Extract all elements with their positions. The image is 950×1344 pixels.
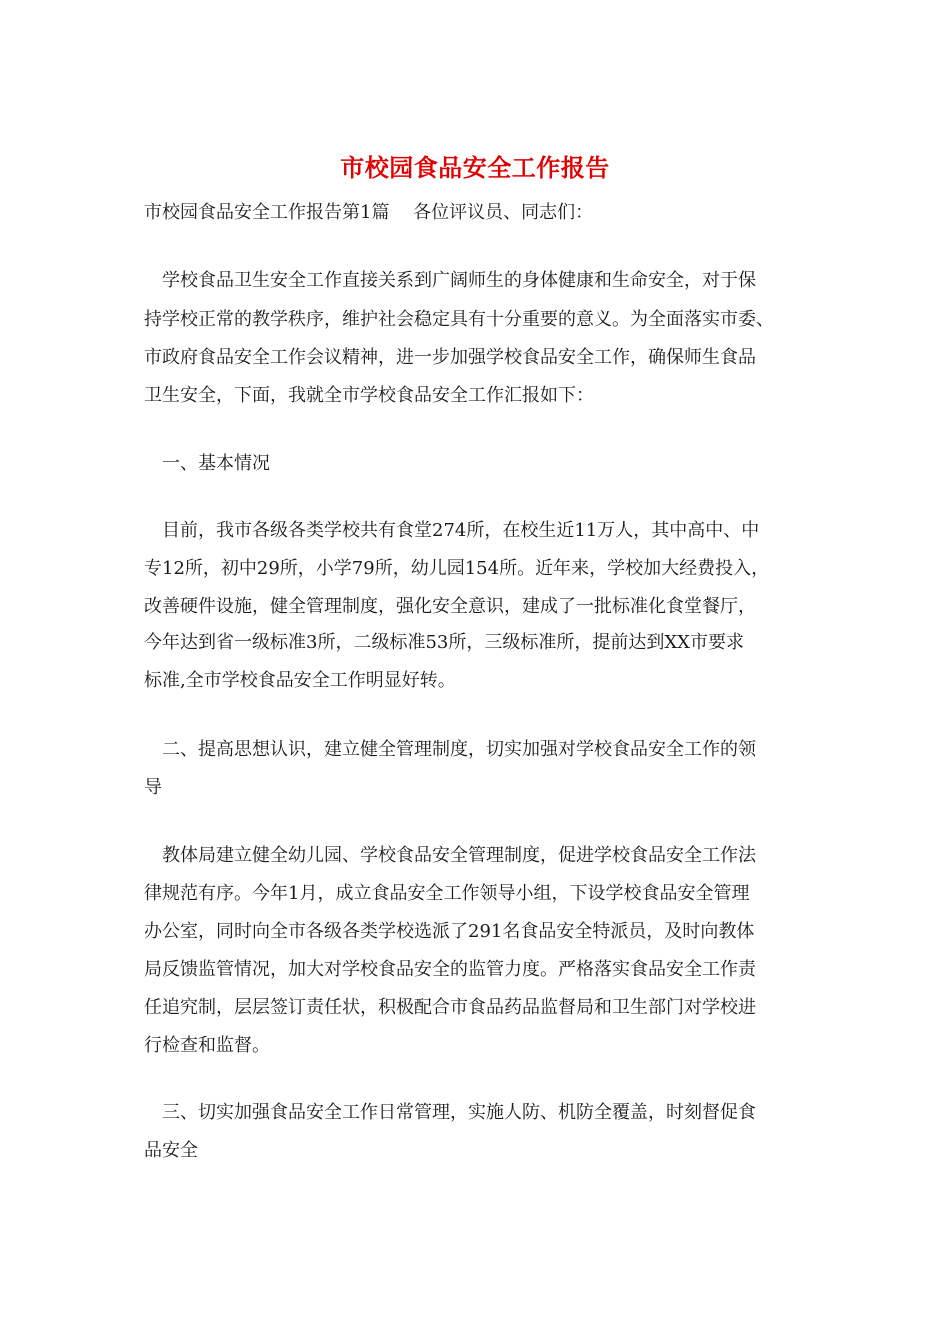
paragraph-line: 卫生安全，下面，我就全市学校食品安全工作汇报如下： [144,385,594,406]
section-heading: 三、切实加强食品安全工作日常管理，实施人防、机防全覆盖，时刻督促食 [162,1102,756,1123]
intro-line: 市校园食品安全工作报告第1篇 各位评议员、同志们： [144,202,594,223]
paragraph-line: 办公室，同时向全市各级各类学校选派了291名食品安全特派员，及时向教体 [144,921,755,942]
section-heading: 导 [144,777,162,798]
section-heading: 品安全 [144,1140,198,1161]
section-heading: 二、提高思想认识，建立健全管理制度，切实加强对学校食品安全工作的领 [162,739,756,760]
document-title: 市校园食品安全工作报告 [340,153,610,182]
paragraph-line: 改善硬件设施，健全管理制度，强化安全意识，建成了一批标准化食堂餐厅， [144,596,756,617]
paragraph-line: 今年达到省一级标准3所，二级标准53所，三级标准所，提前达到XX市要求 [144,632,744,653]
paragraph-line: 局反馈监管情况，加大对学校食品安全的监管力度。严格落实食品安全工作责 [144,959,756,980]
paragraph-line: 持学校正常的教学秩序，维护社会稳定具有十分重要的意义。为全面落实市委、 [144,309,774,330]
paragraph-line: 市政府食品安全工作会议精神，进一步加强学校食品安全工作，确保师生食品 [144,347,756,368]
section-heading: 一、基本情况 [162,453,270,474]
paragraph-line: 标准,全市学校食品安全工作明显好转。 [144,670,456,691]
paragraph-line: 律规范有序。今年1月，成立食品安全工作领导小组，下设学校食品安全管理 [144,883,750,904]
paragraph-line: 任追究制，层层签订责任状，积极配合市食品药品监督局和卫生部门对学校进 [144,997,756,1018]
paragraph-line: 目前，我市各级各类学校共有食堂274所，在校生近11万人，其中高中、中 [162,520,760,541]
paragraph-line: 行检查和监督。 [144,1035,270,1056]
paragraph-line: 专12所，初中29所，小学79所，幼儿园154所。近年来，学校加大经费投入， [144,558,770,579]
paragraph-line: 学校食品卫生安全工作直接关系到广阔师生的身体健康和生命安全，对于保 [162,270,756,291]
paragraph-line: 教体局建立健全幼儿园、学校食品安全管理制度，促进学校食品安全工作法 [162,845,756,866]
